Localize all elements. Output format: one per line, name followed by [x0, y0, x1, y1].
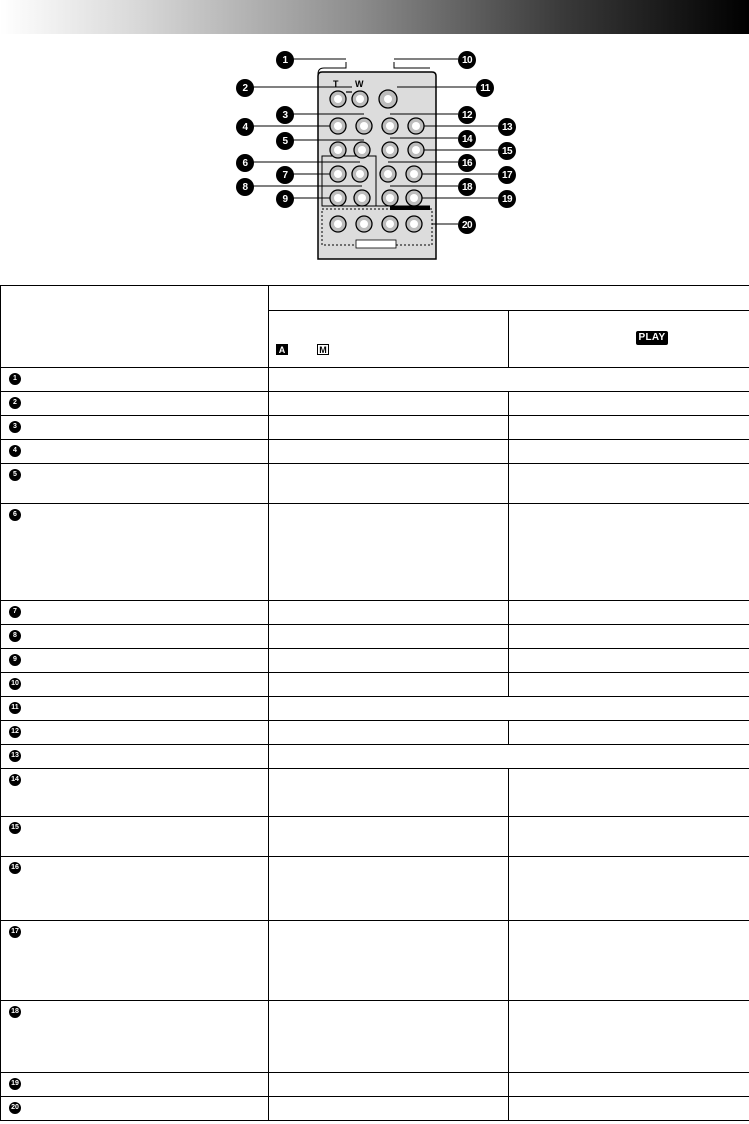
manual-mode-icon: M: [317, 344, 329, 355]
callout-8: 8: [236, 178, 254, 196]
row-number: 17: [9, 926, 21, 938]
header-gradient-bar: [0, 0, 749, 34]
row-number: 2: [9, 397, 21, 409]
row-number: 11: [9, 702, 21, 714]
row-number: 1: [9, 373, 21, 385]
table-row: [1, 649, 749, 673]
function-table: [0, 285, 749, 1121]
callout-6: 6: [236, 154, 254, 172]
button-label-t: T: [333, 79, 339, 89]
callout-3: 3: [276, 106, 294, 124]
table-row: [1, 601, 749, 625]
row-number: 3: [9, 421, 21, 433]
remote-illustration: [0, 34, 749, 284]
row-number: 18: [9, 1006, 21, 1018]
table-row: [1, 504, 749, 601]
table-row: [1, 392, 749, 416]
table-row: [1, 857, 749, 921]
table-row: [1, 745, 749, 769]
row-number: 5: [9, 469, 21, 481]
row-number: 15: [9, 822, 21, 834]
row-number: 14: [9, 774, 21, 786]
row-number: 12: [9, 726, 21, 738]
row-number: 16: [9, 862, 21, 874]
callout-4: 4: [236, 118, 254, 136]
callout-15: 15: [498, 142, 516, 160]
callout-16: 16: [458, 154, 476, 172]
table-row: [1, 721, 749, 745]
callout-13: 13: [498, 118, 516, 136]
auto-mode-icon: A: [276, 344, 288, 355]
header-record-mode: [269, 311, 509, 368]
table-row: [1, 673, 749, 697]
callout-18: 18: [458, 178, 476, 196]
table-row: [1, 440, 749, 464]
remote-control-diagram: [0, 34, 749, 284]
callout-12: 12: [458, 106, 476, 124]
row-number: 10: [9, 678, 21, 690]
row-number: 6: [9, 509, 21, 521]
table-row: [1, 1097, 749, 1121]
callout-11: 11: [476, 79, 494, 97]
table-row: [1, 416, 749, 440]
row-number: 20: [9, 1102, 21, 1114]
table-row: [1, 625, 749, 649]
callout-5: 5: [276, 132, 294, 150]
row-number: 9: [9, 654, 21, 666]
table-row: [1, 368, 749, 392]
callout-1: 1: [276, 51, 294, 69]
row-number: 19: [9, 1078, 21, 1090]
button-label-w: W: [355, 79, 364, 89]
table-row: [1, 817, 749, 857]
table-row: [1, 1073, 749, 1097]
callout-17: 17: [498, 166, 516, 184]
callout-19: 19: [498, 190, 516, 208]
header-play-mode: [509, 311, 749, 368]
table-row: [1, 697, 749, 721]
table-row: [1, 921, 749, 1001]
row-number: 8: [9, 630, 21, 642]
row-number: 13: [9, 750, 21, 762]
callout-20: 20: [458, 216, 476, 234]
callout-10: 10: [458, 51, 476, 69]
callout-2: 2: [236, 79, 254, 97]
row-number: 7: [9, 606, 21, 618]
callout-7: 7: [276, 166, 294, 184]
play-mode-icon: PLAY: [636, 331, 669, 345]
table-row: [1, 1001, 749, 1073]
header-button-column: [1, 286, 269, 368]
row-number: 4: [9, 445, 21, 457]
table-row: [1, 769, 749, 817]
table-header-row: [1, 286, 749, 311]
header-function-column: [269, 286, 749, 311]
table-row: [1, 464, 749, 504]
callout-14: 14: [458, 130, 476, 148]
callout-9: 9: [276, 190, 294, 208]
